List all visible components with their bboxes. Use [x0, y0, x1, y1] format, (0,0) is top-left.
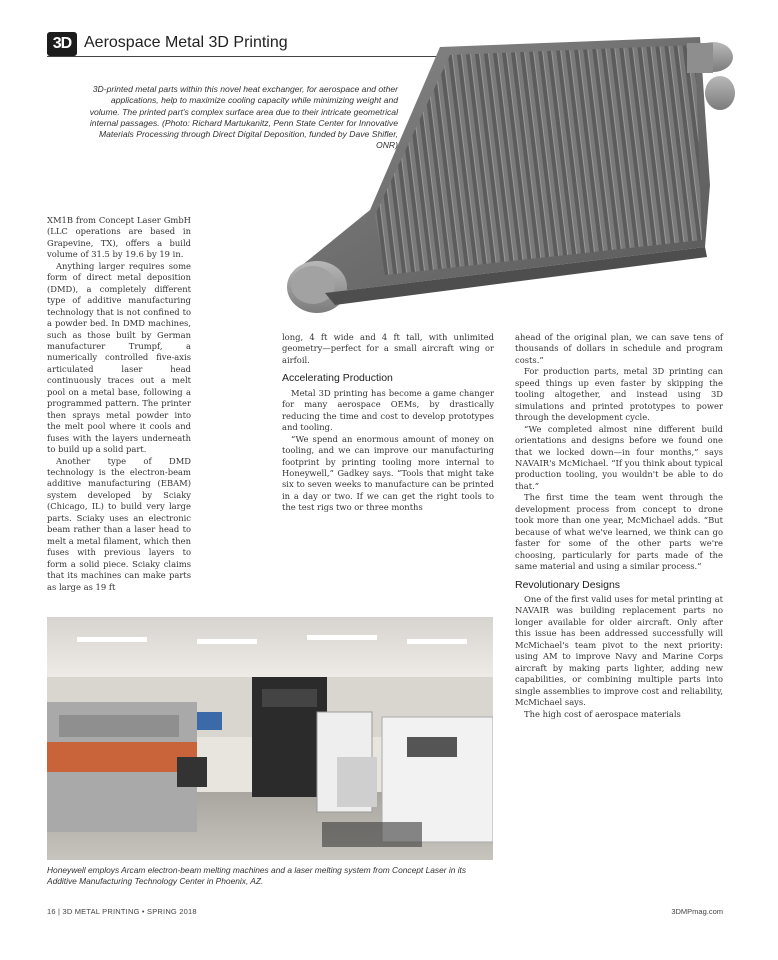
paragraph: Another type of DMD technology is the electron-beam additive manufacturing (EBAM) system developed by Sciaky (Chicago, IL) to build very large parts. Sciaky uses an electronic beam rather than a laser head to melt a metal filament, which then fuses with previous layers to form a solid piece. Sciaky claims that its machines can make parts as large as 19 ft — [47, 455, 191, 592]
article-column-3 — [515, 332, 723, 720]
bottom-photo-caption: Honeywell employs Arcam electron-beam melting machines and a laser melting system from Concept Laser in its Additive Manufacturing Technology Center in Phoenix, AZ. — [47, 865, 467, 886]
top-photo-caption: 3D-printed metal parts within this novel heat exchanger, for aerospace and other applications, help to maximize cooling capacity while minimizing weight and volume. The printed part's complex surface area due to their intricate geometrical internal passages. (Photo: Richard Martukanitz, Penn State Center for Innovative Materials Processing through Direct Digital Deposition, funded by Dave Shifler, ONR) — [89, 84, 398, 151]
heat-exchanger-photo — [255, 35, 737, 317]
paragraph: long, 4 ft wide and 4 ft tall, with unlimited geometry—perfect for a small aircraft wing or airfoil. — [282, 332, 494, 365]
paragraph: Anything larger requires some form of direct metal deposition (DMD), a completely different type of additive manufacturing technology that is not confined to a powder bed. In DMD machines, such as those built by German manufacturer Trumpf, a numerically controlled five-axis articulated laser head continuously traces out a melt pool on a metal base, following a programmed pattern. The printer then sprays metal powder into the melt pool where it cools and fuses with the layers underneath to build up a solid part. — [47, 260, 191, 455]
magazine-logo: 3D — [47, 32, 77, 56]
section-title: Aerospace Metal 3D Printing — [84, 34, 288, 51]
paragraph: For production parts, metal 3D printing can speed things up even faster by skipping the tooling altogether, and instead using 3D simulations and printed prototypes to power through the development cycle. — [515, 366, 723, 423]
factory-floor-photo — [47, 617, 493, 860]
article-column-1 — [47, 215, 191, 593]
page-footer-folio: 16 | 3D METAL PRINTING • SPRING 2018 — [47, 907, 197, 916]
paragraph: One of the first valid uses for metal printing at NAVAIR was building replacement parts no longer available for older aircraft. Only after this issue has been addressed successfully will McMichael's team pivot to the next priority: using AM to improve Navy and Marine Corps aircraft by making parts lighter, adding new capabilities, or combining multiple parts into single assemblies to improve cost and reliability, McMichael says. — [515, 593, 723, 708]
paragraph: The high cost of aerospace materials — [524, 708, 681, 719]
paragraph: ahead of the original plan, we can save tens of thousands of dollars in schedule and program costs.” — [515, 332, 723, 365]
paragraph: “We completed almost nine different build orientations and designs before we found one that we locked down—in four months,” says NAVAIR's McMichael. “If you think about typical production tooling, you wouldn't be able to do that.” — [515, 423, 723, 491]
subheading: Accelerating Production — [282, 372, 393, 385]
paragraph: “We spend an enormous amount of money on tooling, and we can improve our manufacturing footprint by printing tooling more internal to Honeywell,” Gadkey says. “Tools that might take six to seven weeks to manufacture can be printed in a day or two. If we can get the right tools to the test rigs two or three months — [282, 433, 494, 513]
article-column-2 — [282, 332, 494, 514]
paragraph: Metal 3D printing has become a game changer for many aerospace OEMs, by drastically reducing the time and cost to develop prototypes and tooling. — [282, 387, 494, 433]
page-footer-url[interactable]: 3DMPmag.com — [671, 907, 723, 916]
subheading: Revolutionary Designs — [515, 578, 621, 591]
paragraph: XM1B from Concept Laser GmbH (LLC operations are based in Grapevine, TX), offers a build volume of 31.5 by 19.6 by 19 in. — [47, 215, 191, 260]
paragraph: The first time the team went through the development process from concept to drone took more than one year, McMichael adds. “But because of what we've learned, we think can go faster for some of the other parts we're choosing, particularly for parts made of the same material and using a similar process.” — [515, 492, 723, 572]
